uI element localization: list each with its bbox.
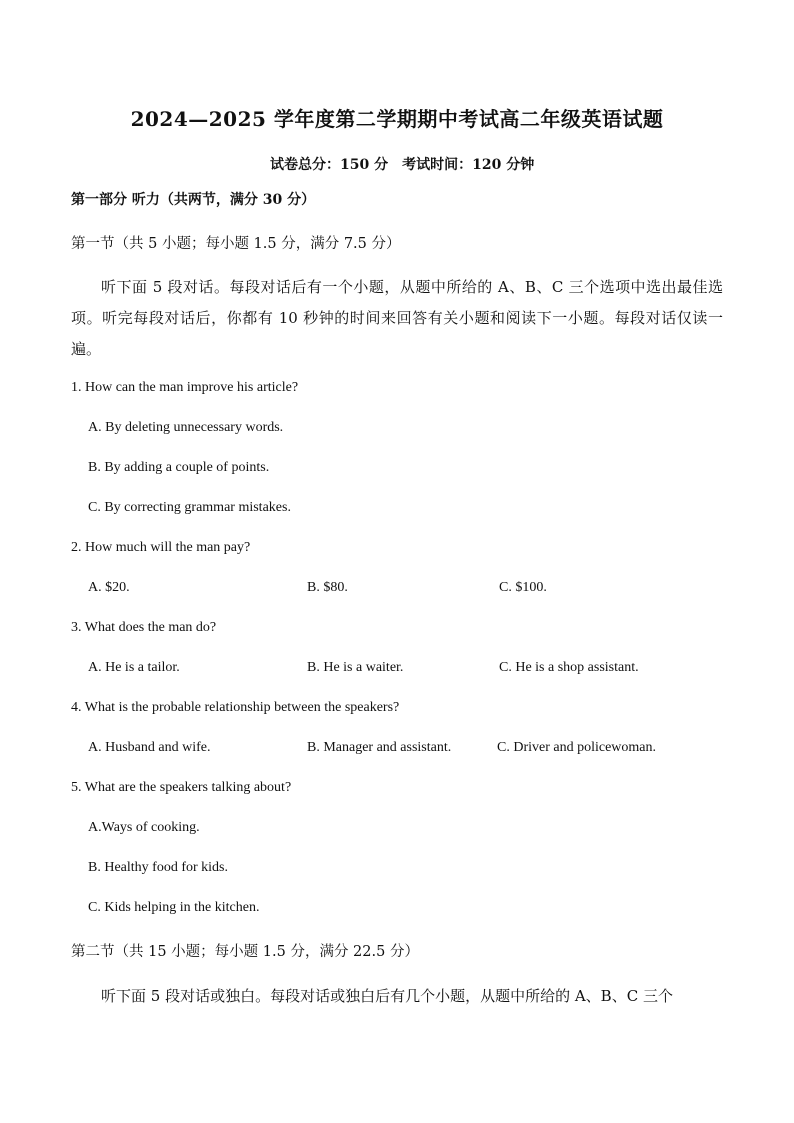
question-5-option-b: B. Healthy food for kids.	[88, 860, 228, 875]
question-5-option-c: C. Kids helping in the kitchen.	[88, 900, 260, 915]
question-2-option-b: B. $80.	[307, 580, 348, 595]
question-1-stem: 1. How can the man improve his article?	[71, 380, 299, 395]
section-1-heading: 第一节（共 5 小题；每小题 1.5 分，满分 7.5 分）	[71, 236, 401, 252]
question-4-option-c: C. Driver and policewoman.	[497, 740, 657, 755]
question-4-option-a: A. Husband and wife.	[88, 740, 211, 755]
part-1-heading: 第一部分 听力（共两节，满分 30 分）	[71, 192, 316, 208]
question-1-option-c: C. By correcting grammar mistakes.	[88, 500, 291, 515]
question-3-option-b: B. He is a waiter.	[307, 660, 404, 675]
question-4-option-b: B. Manager and assistant.	[307, 740, 452, 755]
exam-title: 2024—2025 学年度第二学期期中考试高二年级英语试题	[130, 107, 664, 131]
section-1-instructions: 听下面 5 段对话。每段对话后有一个小题，从题中所给的 A、B、C 三个选项中选出最佳选项。听完每段对话后，你都有 10 秒钟的时间来回答有关小题和阅读下一小题。每段对话仅读一遍。	[71, 278, 723, 358]
question-3-option-c: C. He is a shop assistant.	[499, 660, 639, 675]
question-2-option-c: C. $100.	[499, 580, 547, 595]
section-2-heading: 第二节（共 15 小题；每小题 1.5 分，满分 22.5 分）	[71, 944, 419, 960]
question-5-option-a: A.Ways of cooking.	[88, 820, 200, 835]
question-2-stem: 2. How much will the man pay?	[71, 540, 251, 555]
exam-meta: 试卷总分：150 分 考试时间：120 分钟	[270, 157, 535, 173]
question-2-option-a: A. $20.	[88, 580, 130, 595]
question-1-option-a: A. By deleting unnecessary words.	[88, 420, 284, 435]
section-2-instructions: 听下面 5 段对话或独白。每段对话或独白后有几个小题，从题中所给的 A、B、C 三个	[101, 987, 673, 1005]
question-4-stem: 4. What is the probable relationship between the speakers?	[71, 700, 400, 715]
question-5-stem: 5. What are the speakers talking about?	[71, 780, 292, 795]
question-3-stem: 3. What does the man do?	[71, 620, 217, 635]
question-1-option-b: B. By adding a couple of points.	[88, 460, 270, 475]
question-3-option-a: A. He is a tailor.	[88, 660, 180, 675]
